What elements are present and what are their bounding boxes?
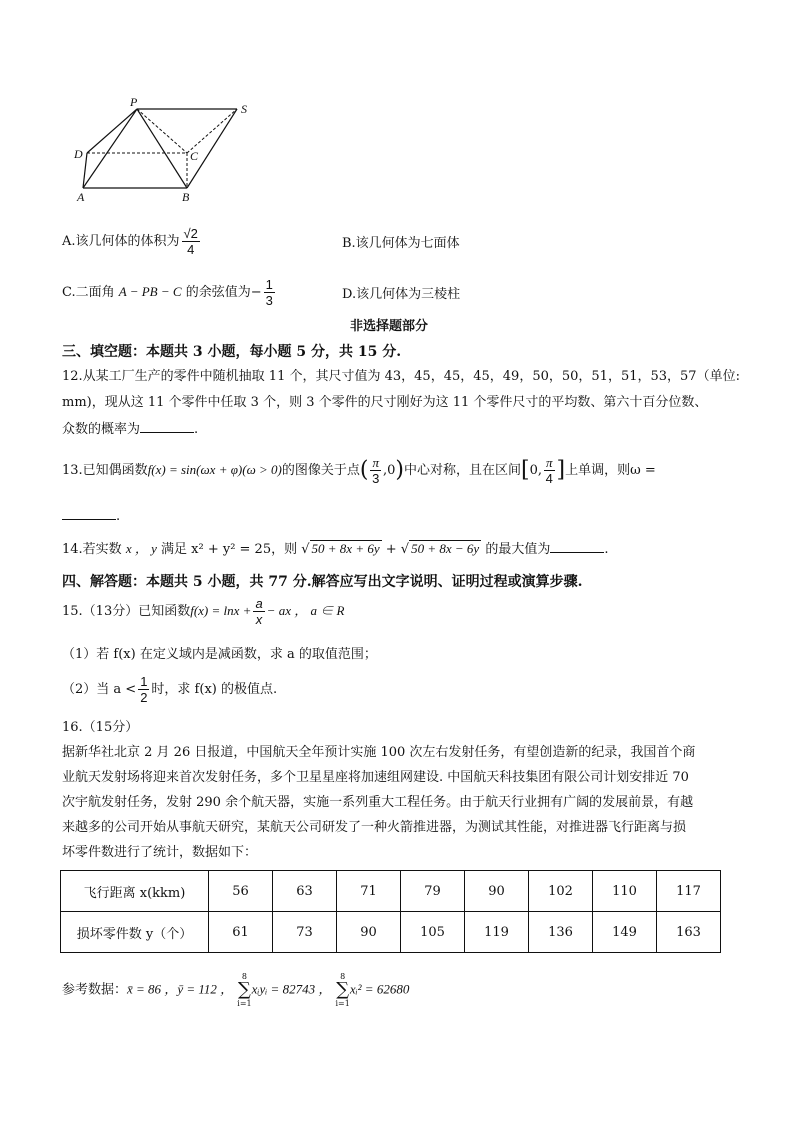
q16-line: 来越多的公司开始从事航天研究，某航天公司研发了一种火箭推进器，为测试其性能，对推进器飞行距离与损 xyxy=(62,820,687,835)
q16-line: 坏零件数进行了统计，数据如下： xyxy=(62,845,258,860)
answer-blank xyxy=(550,540,604,553)
option-c: C.二面角 A − PB − C 的余弦值为− $\frac{1}{3}$ xyxy=(62,277,273,308)
answer-blank xyxy=(140,420,194,433)
polyhedron-figure xyxy=(70,95,260,210)
q13: 13.已知偶函数f(x) = sin(ωx + φ)(ω > 0)的图像关于点( $\frac{\pi}{3}$ ,0)中心对称，且在区间[0, $\frac{\pi}{4}$ ]上单调，则ω = xyxy=(62,455,656,486)
section-3-heading: 三、填空题：本题共 3 小题，每小题 5 分，共 15 分. xyxy=(62,344,402,360)
table-cell: 163 xyxy=(657,912,721,953)
option-a: A.该几何体的体积为 $\frac{√2}{4}$ xyxy=(62,226,198,257)
label-P: P xyxy=(130,95,138,109)
q16-line: 次宇航发射任务，发射 290 余个航天器，实施一系列重大工程任务。由于航天行业拥有广阔的发展前景，有越 xyxy=(62,795,694,810)
table-cell: 90 xyxy=(465,871,529,912)
q16-line: 据新华社北京 2 月 26 日报道，中国航天全年预计实施 100 次左右发射任务，有望创造新的纪录，我国首个商 xyxy=(62,745,696,760)
table-cell: 117 xyxy=(657,871,721,912)
fraction: $\frac{√2}{4}$ xyxy=(183,226,198,257)
table-cell: 61 xyxy=(209,912,273,953)
edge-PB xyxy=(137,109,187,188)
edge-PA xyxy=(83,109,137,188)
table-cell: 71 xyxy=(337,871,401,912)
q12-line3: 众数的概率为 . xyxy=(62,422,199,437)
label-D: D xyxy=(74,147,83,161)
table-cell: 73 xyxy=(273,912,337,953)
q15-part2: （2）当 a < $\frac{1}{2}$ 时，求 f(x) 的极值点. xyxy=(62,674,278,705)
q15-part1: （1）若 f(x) 在定义域内是减函数，求 a 的取值范围； xyxy=(62,647,377,662)
summation-symbol: 8 ∑ i=1 xyxy=(335,972,350,1008)
table-row-x xyxy=(61,871,721,912)
q15-stem: 15.（13分）已知函数f(x) = lnx + $\frac{a}{x}$ − ax ， a ∈ R xyxy=(62,596,345,627)
q16-heading: 16.（15分） xyxy=(62,720,139,735)
table-cell: 56 xyxy=(209,871,273,912)
q13-answer-line: . xyxy=(62,507,120,526)
table-cell: 102 xyxy=(529,871,593,912)
option-d: D.该几何体为三棱柱 xyxy=(342,287,461,302)
table-cell: 79 xyxy=(401,871,465,912)
table-cell: 90 xyxy=(337,912,401,953)
table-cell: 136 xyxy=(529,912,593,953)
data-table xyxy=(60,870,721,953)
edge-CS xyxy=(187,109,237,153)
q12-line1: 12.从某工厂生产的零件中随机抽取 11 个，其尺寸值为 43，45，45，45，49，50，50，51，51，53，57（单位: xyxy=(62,369,740,384)
label-A: A xyxy=(77,190,85,204)
section-4-heading: 四、解答题：本题共 5 小题，共 77 分.解答应写出文字说明、证明过程或演算步骤. xyxy=(62,574,583,590)
row-header: 飞行距离 x(kkm) xyxy=(61,871,209,912)
table-cell: 110 xyxy=(593,871,657,912)
q16-line: 业航天发射场将迎来首次发射任务，多个卫星星座将加速组网建设. 中国航天科技集团有限公司计划安排近 70 xyxy=(62,770,689,785)
table-cell: 105 xyxy=(401,912,465,953)
label-C: C xyxy=(190,149,199,163)
table-cell: 63 xyxy=(273,871,337,912)
q14: 14.若实数 x ， y 满足 x² + y² = 25，则 √ 50 + 8x + 6y + √ 50 + 8x − 6y 的最大值为 . xyxy=(62,541,609,557)
part-title: 非选择题部分 xyxy=(350,319,429,334)
label-B: B xyxy=(182,190,190,204)
label-S: S xyxy=(241,102,247,116)
table-row-y xyxy=(61,912,721,953)
option-b: B.该几何体为七面体 xyxy=(342,236,460,251)
edge-PC xyxy=(137,109,187,153)
table-cell: 119 xyxy=(465,912,529,953)
table-cell: 149 xyxy=(593,912,657,953)
summation-symbol: 8 ∑ i=1 xyxy=(237,972,252,1008)
row-header: 损坏零件数 y（个） xyxy=(61,912,209,953)
q12-line2: mm)，现从这 11 个零件中任取 3 个，则 3 个零件的尺寸刚好为这 11 个零件尺寸的平均数、第六十百分位数、 xyxy=(62,395,708,410)
reference-data: 参考数据：x̄ = 86 ，ȳ = 112 ， 8 ∑ i=1 xᵢyᵢ = 82743 ， 8 ∑ i=1 xᵢ² = 62680 xyxy=(62,972,410,1008)
